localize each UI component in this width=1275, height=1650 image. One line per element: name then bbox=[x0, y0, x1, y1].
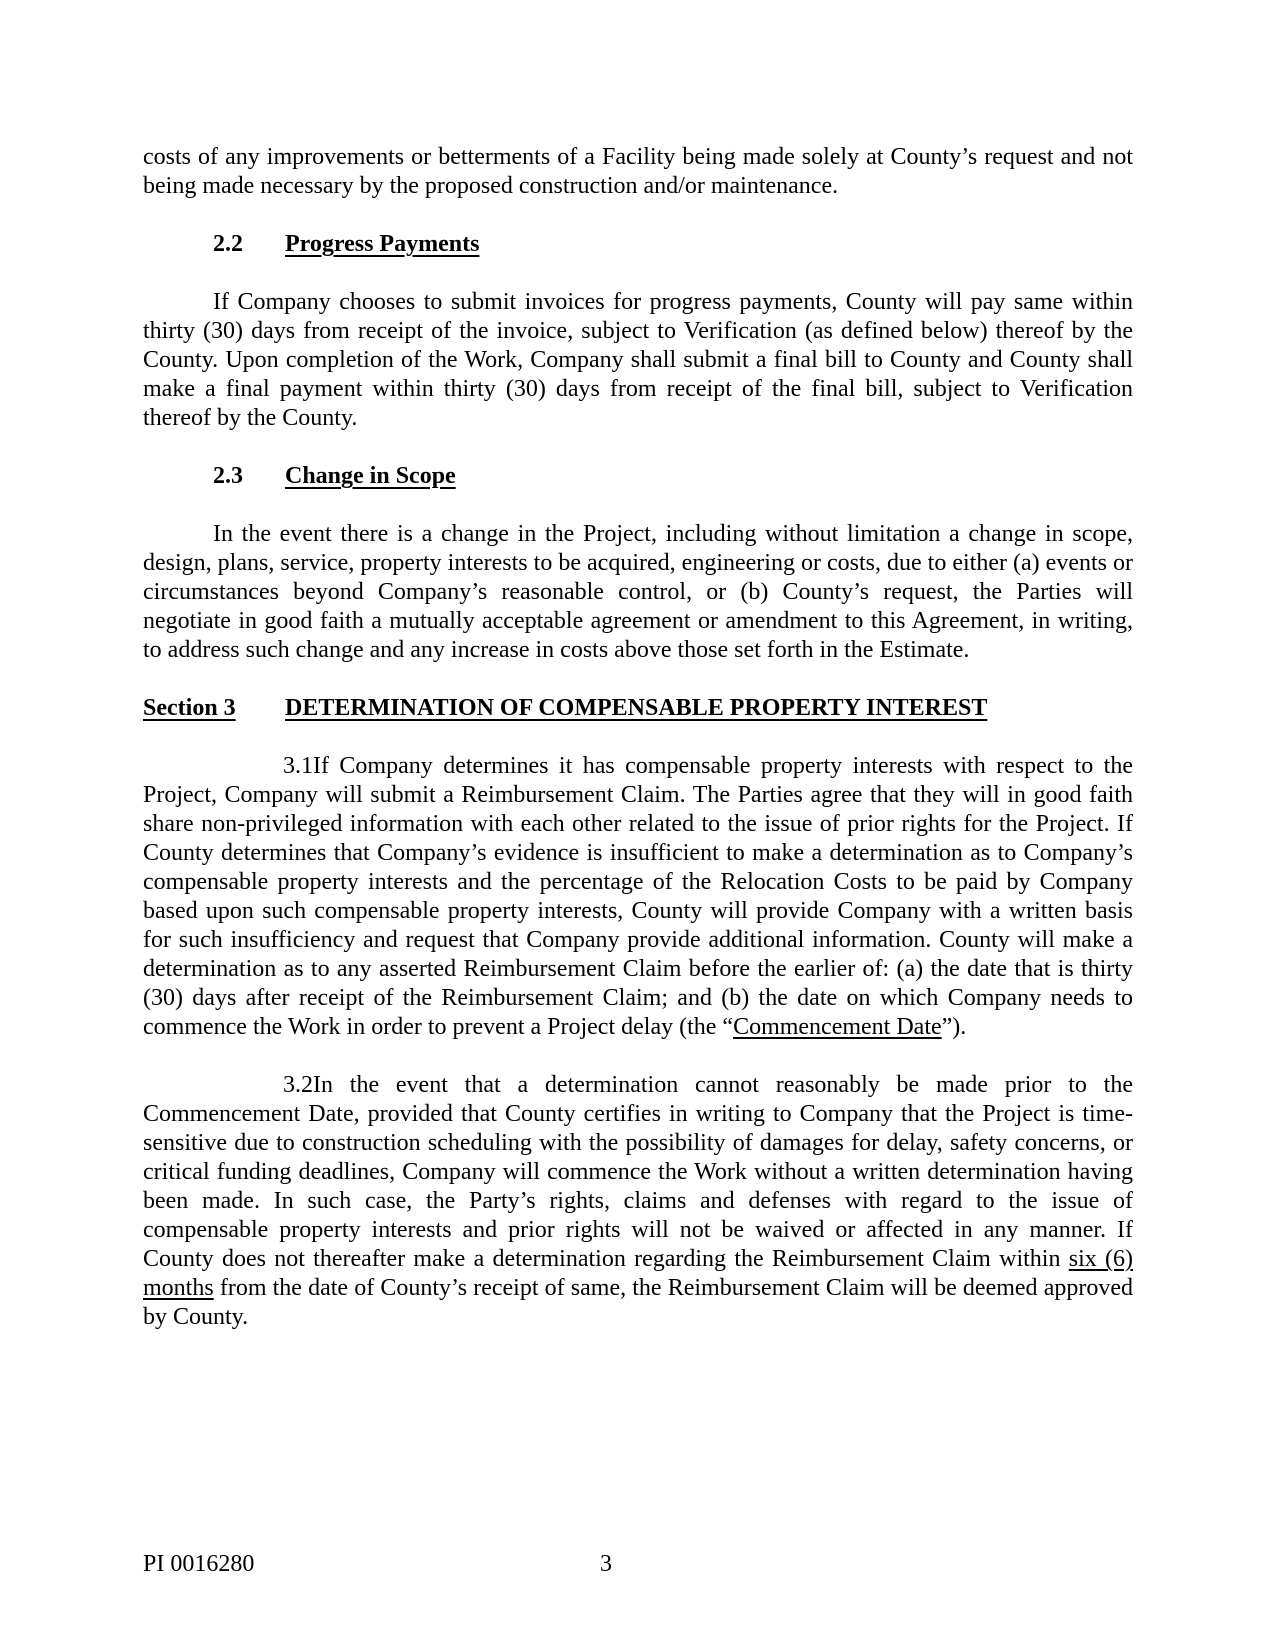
intro-paragraph-text: costs of any improvements or betterments of a Facility being made solely at County’s request and not being made necessary by the proposed construction and/or maintenance. bbox=[143, 144, 1133, 199]
paragraph-3-2-text-before: In the event that a determination cannot reasonably be made prior to the Commencement Date, provided that County certifies in writing to Company that the Project is time-sensitive due to construction scheduling with the possibility of damages for delay, safety concerns, or critical funding deadlines, Company will commence the Work without a written determination having been made. In such case, the Party’s rights, claims and defenses with regard to the issue of compensable property interests and prior rights will not be waived or affected in any manner. If County does not thereafter make a determination regarding the Reimbursement Claim within bbox=[143, 1072, 1133, 1272]
footer-doc-id: PI 0016280 bbox=[143, 1551, 255, 1577]
paragraph-3-2 bbox=[143, 1071, 1133, 1332]
section-3-label: Section 3 bbox=[143, 695, 236, 721]
section-3-label-wrap bbox=[143, 694, 285, 723]
paragraph-3-1-text-before: If Company determines it has compensable property interests with respect to the Project, Company will submit a Reimbursement Claim. The Parties agree that they will in good faith share non-privileged information with each other related to the issue of prior rights for the Project. If County determines that Company’s evidence is insufficient to make a determination as to Company’s compensable property interests and the percentage of the Relocation Costs to be paid by Company based upon such compensable property interests, County will provide Company with a written basis for such insufficiency and request that Company provide additional information. County will make a determination as to any asserted Reimbursement Claim before the earlier of: (a) the date that is thirty (30) days after receipt of the Reimbursement Claim; and (b) the date on which Company needs to commence the Work in order to prevent a Project delay (the “ bbox=[143, 753, 1133, 1040]
paragraph-3-2-number: 3.2 bbox=[283, 1072, 313, 1098]
section-2-2-title: Progress Payments bbox=[285, 231, 480, 257]
section-2-3-heading bbox=[143, 462, 1133, 491]
paragraph-3-1 bbox=[143, 752, 1133, 1042]
section-2-2-body-text: If Company chooses to submit invoices for progress payments, County will pay same within thirty (30) days from receipt of the invoice, subject to Verification (as defined below) thereof by the County. Upon completion of the Work, Company shall submit a final bill to County and County shall make a final payment within thirty (30) days from receipt of the final bill, subject to Verification thereof by the County. bbox=[143, 289, 1133, 431]
paragraph-3-1-number: 3.1 bbox=[283, 753, 313, 779]
paragraph-3-1-text-after: ”). bbox=[941, 1014, 967, 1040]
paragraph-3-2-underlined-term: six (6) months bbox=[143, 1246, 1134, 1301]
section-2-3-title: Change in Scope bbox=[285, 463, 456, 489]
paragraph-3-1-underlined-term: Commencement Date bbox=[733, 1014, 942, 1040]
section-2-3-body bbox=[143, 520, 1133, 665]
paragraph-3-2-text-after: from the date of County’s receipt of same, the Reimbursement Claim will be deemed approved by County. bbox=[143, 1275, 1133, 1330]
section-3-title: DETERMINATION OF COMPENSABLE PROPERTY INTEREST bbox=[285, 695, 988, 721]
section-2-3-body-text: In the event there is a change in the Project, including without limitation a change in scope, design, plans, service, property interests to be acquired, engineering or costs, due to either (a) events or circumstances beyond Company’s reasonable control, or (b) County’s request, the Parties will negotiate in good faith a mutually acceptable agreement or amendment to this Agreement, in writing, to address such change and any increase in costs above those set forth in the Estimate. bbox=[143, 521, 1133, 663]
page-content bbox=[143, 143, 1133, 1361]
intro-paragraph bbox=[143, 143, 1133, 201]
section-2-2-body bbox=[143, 288, 1133, 433]
footer-page-number: 3 bbox=[600, 1551, 612, 1577]
section-2-2-heading bbox=[143, 230, 1133, 259]
section-3-heading bbox=[143, 694, 1133, 723]
section-2-2-number: 2.2 bbox=[213, 231, 243, 257]
section-2-3-number: 2.3 bbox=[213, 463, 243, 489]
